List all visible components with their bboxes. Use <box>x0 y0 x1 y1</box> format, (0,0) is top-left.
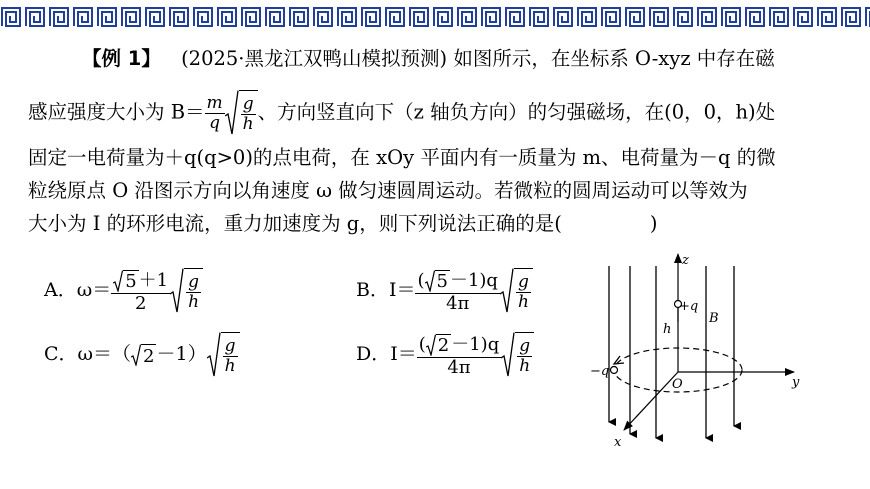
example-tag: 【例 1】 <box>82 47 161 70</box>
problem-line-5: 大小为 I 的环形电流，重力加速度为 g，则下列说法正确的是( ) <box>28 212 658 235</box>
orbit-direction-arrow <box>614 356 624 364</box>
magnetic-field-diagram <box>586 252 816 452</box>
problem-text-2b: 、方向竖直向下（z 轴负方向）的匀强磁场，在(0，0，h)处 <box>257 100 776 124</box>
option-c[interactable]: C．ω＝（ 2 －1） $\frac{g}{h}$ <box>44 332 240 378</box>
problem-text-1: 如图所示，在坐标系 O-xyz 中存在磁 <box>453 47 775 70</box>
negative-charge <box>611 367 618 374</box>
problem-line-3: 固定一电荷量为＋q(q>0)的点电荷，在 xOy 平面内有一质量为 m、电荷量为－q 的微 <box>28 146 776 169</box>
option-b[interactable]: B．I＝ ( 5 －1)q 4π $\frac{g}{h}$ <box>356 268 533 314</box>
option-d[interactable]: D．I＝ ( 2 －1)q 4π $\frac{g}{h}$ <box>356 332 534 378</box>
problem-line-1 <box>28 49 840 69</box>
problem-text-5: 大小为 I 的环形电流，重力加速度为 g，则下列说法正确的是( <box>28 212 562 235</box>
problem-text-2a: 感应强度大小为 B＝ <box>28 100 205 124</box>
positive-charge-label: +q <box>679 299 699 314</box>
height-label: h <box>663 322 672 337</box>
origin-label: O <box>672 377 683 392</box>
problem-line-2 <box>28 90 840 136</box>
b-fraction: $\frac{m}{q}$ <box>206 92 223 133</box>
option-a[interactable]: A．ω＝ 5 ＋1 2 $\frac{g}{h}$ <box>44 268 203 314</box>
x-axis <box>624 372 678 430</box>
b-sqrt: $\frac{g}{h}$ <box>225 90 258 136</box>
meander-border <box>0 6 870 28</box>
x-axis-label: x <box>614 435 622 450</box>
problem-source: (2025·黑龙江双鸭山模拟预测) <box>181 47 448 70</box>
negative-charge-label: −q <box>590 364 610 379</box>
z-axis-label: z <box>682 253 689 268</box>
problem-line-4: 粒绕原点 O 沿图示方向以角速度 ω 做匀速圆周运动。若微粒的圆周运动可以等效为 <box>28 179 748 202</box>
y-axis-label: y <box>792 375 800 390</box>
field-label: B <box>709 311 719 326</box>
